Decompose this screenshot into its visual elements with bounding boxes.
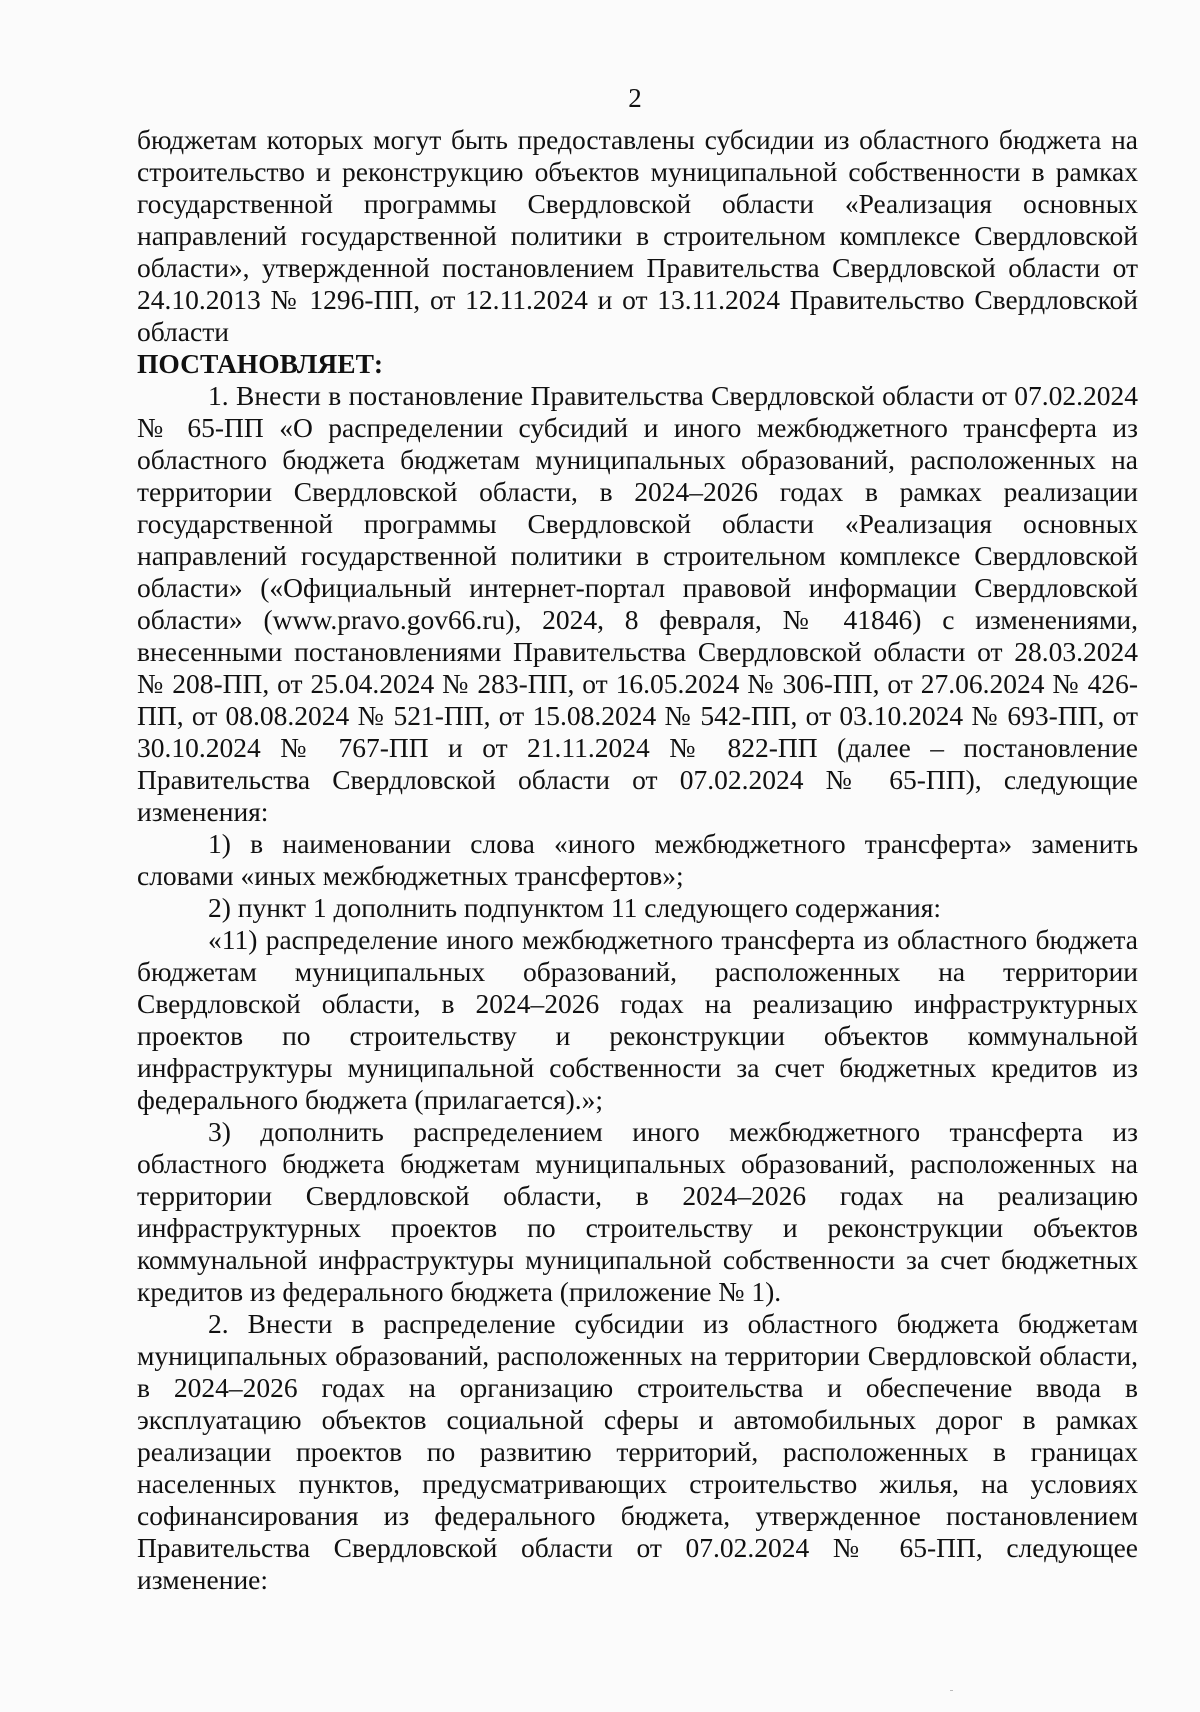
subitem-2-paragraph: 2) пункт 1 дополнить подпунктом 11 следующего содержания: [208, 892, 941, 923]
item-2-paragraph: 2. Внести в распределение субсидии из областного бюджета бюджетам муниципальных образований, расположенных на территории Свердловской области, в 2024–2026 годах на организацию строительства и обеспечение ввода в эксплуатацию объектов социальной сферы и автомобильных дорог в рамках реализации проектов по развитию территорий, расположенных в границах населенных пунктов, предусматривающих строительство жилья, на условиях софинансирования из федерального бюджета, утвержденное постановлением Правительства Свердловской области от 07.02.2024 № 65-ПП, следующее изменение: [137, 1308, 1138, 1595]
scan-artifact [950, 1690, 953, 1691]
quote-11-paragraph: «11) распределение иного межбюджетного трансферта из областного бюджета бюджетам муниципальных образований, расположенных на территории Свердловской области, в 2024–2026 годах на реализацию инфраструктурных проектов по строительству и реконструкции объектов коммунальной инфраструктуры муниципальной собственности за счет бюджетных кредитов из федерального бюджета (прилагается).»; [137, 924, 1138, 1115]
subitem-1-paragraph: 1) в наименовании слова «иного межбюджетного трансферта» заменить словами «иных межбюджетных трансфертов»; [137, 828, 1138, 891]
subitem-3-paragraph: 3) дополнить распределением иного межбюджетного трансферта из областного бюджета бюджетам муниципальных образований, расположенных на территории Свердловской области, в 2024–2026 годах на реализацию инфраструктурных проектов по строительству и реконструкции объектов коммунальной инфраструктуры муниципальной собственности за счет бюджетных кредитов из федерального бюджета (приложение № 1). [137, 1116, 1138, 1307]
document-body [137, 124, 1138, 1596]
intro-paragraph: бюджетам которых могут быть предоставлены субсидии из областного бюджета на строительство и реконструкцию объектов муниципальной собственности в рамках государственной программы Свердловской области «Реализация основных направлений государственной политики в строительном комплексе Свердловской области», утвержденной постановлением Правительства Свердловской области от 24.10.2013 № 1296-ПП, от 12.11.2024 и от 13.11.2024 Правительство Свердловской области [137, 124, 1138, 347]
item-1-paragraph: 1. Внести в постановление Правительства Свердловской области от 07.02.2024 № 65-ПП «О распределении субсидий и иного межбюджетного трансферта из областного бюджета бюджетам муниципальных образований, расположенных на территории Свердловской области, в 2024–2026 годах в рамках реализации государственной программы Свердловской области «Реализация основных направлений государственной политики в строительном комплексе Свердловской области» («Официальный интернет-портал правовой информации Свердловской области» (www.pravo.gov66.ru), 2024, 8 февраля, № 41846) с изменениями, внесенными постановлениями Правительства Свердловской области от 28.03.2024 № 208-ПП, от 25.04.2024 № 283-ПП, от 16.05.2024 № 306-ПП, от 27.06.2024 № 426-ПП, от 08.08.2024 № 521-ПП, от 15.08.2024 № 542-ПП, от 03.10.2024 № 693-ПП, от 30.10.2024 № 767-ПП и от 21.11.2024 № 822-ПП (далее – постановление Правительства Свердловской области от 07.02.2024 № 65-ПП), следующие изменения: [137, 380, 1138, 827]
page-number: 2 [628, 83, 642, 113]
decree-heading: ПОСТАНОВЛЯЕТ: [137, 348, 384, 379]
